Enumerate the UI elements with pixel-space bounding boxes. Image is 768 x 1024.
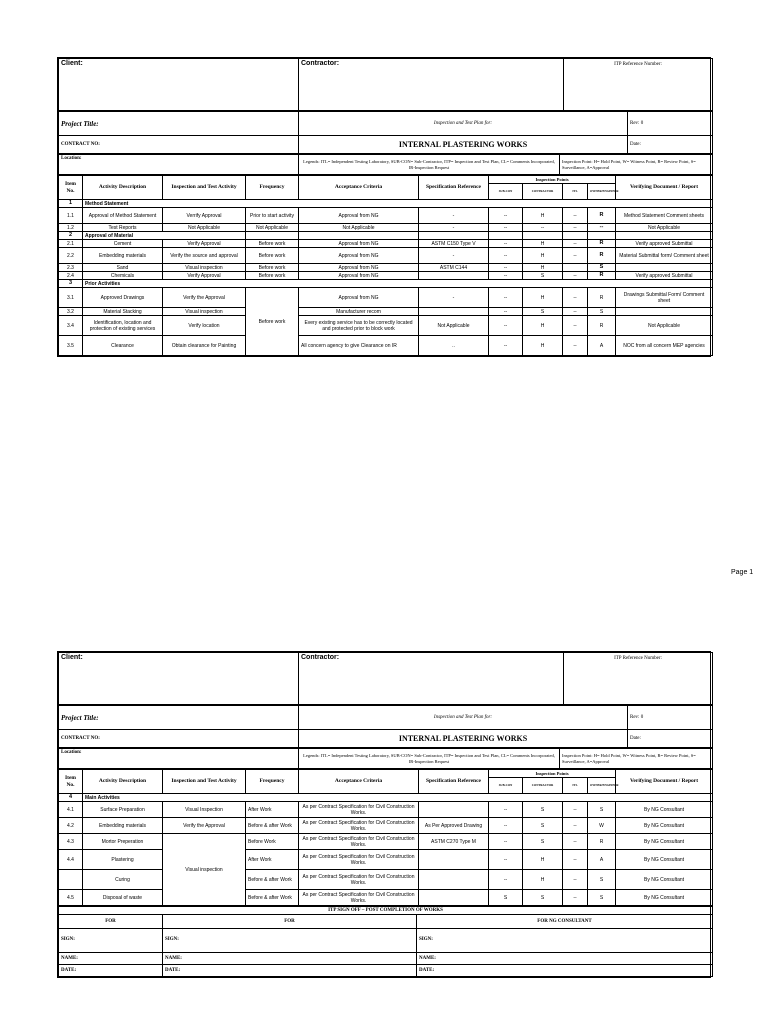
itp-table-page-1 [58, 175, 713, 356]
inspection-activity: Visual inspection [163, 834, 246, 906]
activity-description: Identification, location and protection of existing services [83, 316, 163, 336]
activity-description: Curing [83, 870, 163, 890]
itp-table-page-2 [58, 769, 713, 906]
contractor-point: H [523, 316, 563, 336]
col-spec-reference: Specification Reference [419, 770, 489, 794]
table-row [59, 336, 713, 356]
item-no: 1 [59, 200, 83, 208]
client-label: Client: [61, 60, 83, 67]
inspection-point-legend: Inspection Point: H= Hold Point, W= Witness Point, R= Review Point, S= Surveillance, A=Approval [560, 749, 713, 769]
sub-con-point: -- [489, 288, 523, 308]
contractor-point: S [523, 818, 563, 834]
itp-reference-label: ITP Reference Number: [614, 62, 662, 67]
activity-description: Mortor Preperation [83, 834, 163, 850]
verifying-document: NOC from all concern MEP agencies [616, 336, 713, 356]
verifying-document [616, 264, 713, 272]
legend-table [58, 748, 713, 769]
contractor-point: S [523, 802, 563, 818]
sub-con-point: -- [489, 336, 523, 356]
itl-point: -- [563, 272, 588, 280]
owner-point: R [588, 288, 616, 308]
date-field: DATE: [59, 965, 163, 977]
rev-label: Rev: 0 [628, 706, 713, 730]
sub-con-point: -- [489, 802, 523, 818]
spec-reference [419, 890, 489, 906]
spec-reference [419, 802, 489, 818]
date-label: Date: [628, 136, 713, 154]
page-number: Page 1 [731, 569, 754, 576]
owner-point: S [588, 890, 616, 906]
sub-con-point: -- [489, 240, 523, 248]
frequency: Before work [246, 264, 299, 272]
table-row [59, 316, 713, 336]
acceptance-criteria: Approval from NG [299, 288, 419, 308]
section-title: Method Statement [83, 200, 713, 208]
activity-description: Cement [83, 240, 163, 248]
item-no: 4.5 [59, 890, 83, 906]
item-no [59, 870, 83, 890]
item-no: 3.5 [59, 336, 83, 356]
itp-reference-label: ITP Reference Number: [614, 656, 662, 661]
verifying-document: By NG Consultant [616, 870, 713, 890]
location-label: Location: [59, 749, 299, 769]
frequency: Not Applicable [246, 224, 299, 232]
spec-reference [419, 308, 489, 316]
owner-point: A [588, 336, 616, 356]
contract-no-label: CONTRACT NO: [59, 730, 299, 748]
contractor-point: H [523, 336, 563, 356]
inspection-activity: Obtain clearance for Painting [163, 336, 246, 356]
itp-reference-cell [564, 59, 713, 111]
itl-point: -- [563, 224, 588, 232]
frequency: Before & after Work [246, 890, 299, 906]
frequency: Before & after Work [246, 870, 299, 890]
activity-description: Embedding materials [83, 248, 163, 264]
owner-point: R [588, 316, 616, 336]
signoff-title: ITP SIGN OFF – POST COMPLETION OF WORKS [59, 907, 713, 915]
contractor-point: S [523, 272, 563, 280]
date-label: Date: [628, 730, 713, 748]
acceptance-criteria: Approval from NG [299, 240, 419, 248]
name-field: NAME: [59, 953, 163, 965]
activity-description: Clearance [83, 336, 163, 356]
col-activity-description: Activity Description [83, 176, 163, 200]
col-sub-con: SUB-CON [489, 778, 523, 794]
verifying-document: Verify approved Submittal [616, 272, 713, 280]
verifying-document: By NG Consultant [616, 802, 713, 818]
acceptance-criteria: Not Applicable [299, 224, 419, 232]
spec-reference: ASTM C150 Type V [419, 240, 489, 248]
contractor-cell [299, 59, 564, 111]
table-row [59, 272, 713, 280]
sub-con-point: -- [489, 870, 523, 890]
activity-description: Sand [83, 264, 163, 272]
sub-con-point: -- [489, 208, 523, 224]
activity-description: Chemicals [83, 272, 163, 280]
col-sub-con: SUB-CON [489, 184, 523, 200]
frequency: Before work [246, 288, 299, 356]
acceptance-criteria: As per Contract Specification for Civil Construction Works. [299, 850, 419, 870]
verifying-document: Drawings Submittal Form/ Comment sheet [616, 288, 713, 308]
inspection-activity: Verify Approval [163, 272, 246, 280]
item-no: 3.4 [59, 316, 83, 336]
owner-point: R [588, 248, 616, 264]
item-no: 4.1 [59, 802, 83, 818]
verifying-document: By NG Consultant [616, 890, 713, 906]
section-row [59, 794, 713, 802]
table-row [59, 818, 713, 834]
section-row [59, 232, 713, 240]
col-spec-reference: Specification Reference [419, 176, 489, 200]
verifying-document: Method Statement Comment sheets [616, 208, 713, 224]
col-verifying-document: Verifying Document / Report [616, 770, 713, 794]
contractor-point: S [523, 308, 563, 316]
inspection-activity: Verify Approval [163, 240, 246, 248]
date-field: DATE: [417, 965, 713, 977]
contractor-point: H [523, 248, 563, 264]
item-no: 2.3 [59, 264, 83, 272]
sub-con-point: -- [489, 224, 523, 232]
contractor-point: H [523, 870, 563, 890]
frequency: After Work [246, 850, 299, 870]
client-label: Client: [61, 654, 83, 661]
col-activity-description: Activity Description [83, 770, 163, 794]
spec-reference: .. [419, 336, 489, 356]
section-row [59, 280, 713, 288]
project-title-label: Project Title: [59, 112, 299, 136]
itl-point: -- [563, 248, 588, 264]
client-cell [59, 59, 299, 111]
sign-field: SIGN: [163, 929, 417, 953]
contractor-label: Contractor: [301, 654, 340, 661]
spec-reference: As Per Approved Drawing [419, 818, 489, 834]
inspection-activity: Verify the Approval [163, 818, 246, 834]
activity-description: Embedding materials [83, 818, 163, 834]
item-no: 1.2 [59, 224, 83, 232]
verifying-document: Verify approved Submittal [616, 240, 713, 248]
col-acceptance-criteria: Acceptance Criteria [299, 176, 419, 200]
contractor-cell [299, 653, 564, 705]
owner-point: S [588, 308, 616, 316]
itl-point: -- [563, 336, 588, 356]
section-title: Approval of Material [83, 232, 246, 240]
inspection-activity: Verrify Approval [163, 208, 246, 224]
sign-field: SIGN: [417, 929, 713, 953]
verifying-document [616, 308, 713, 316]
spec-reference: - [419, 288, 489, 308]
contractor-point: H [523, 288, 563, 308]
col-frequency: Frequency [246, 770, 299, 794]
project-table [58, 111, 713, 154]
itp-for-label: Inspection and Test Plan for: [299, 706, 628, 730]
contract-no-label: CONTRACT NO: [59, 136, 299, 154]
table-row [59, 288, 713, 308]
activity-description: Disposal of waste [83, 890, 163, 906]
col-verifying-document: Verifying Document / Report [616, 176, 713, 200]
activity-description: Test Reports [83, 224, 163, 232]
owner-point: S [588, 870, 616, 890]
acceptance-criteria: As per Contract Specification for Civil Construction Works. [299, 870, 419, 890]
verifying-document: Not Applicable [616, 224, 713, 232]
activity-description: Approved Drawings [83, 288, 163, 308]
itl-point: -- [563, 208, 588, 224]
signoff-for-consultant: FOR NG CONSULTANT [417, 915, 713, 929]
col-owner: OWNER/ENGINEER [588, 778, 616, 794]
legend-table [58, 154, 713, 175]
sign-field: SIGN: [59, 929, 163, 953]
spec-reference: - [419, 208, 489, 224]
signoff-for-contractor: FOR [59, 915, 163, 929]
frequency: Before & after Work [246, 818, 299, 834]
table-row [59, 208, 713, 224]
spec-reference: - [419, 224, 489, 232]
spec-reference: Not Applicable [419, 316, 489, 336]
rev-label: Rev: 0 [628, 112, 713, 136]
sub-con-point: -- [489, 248, 523, 264]
table-row [59, 870, 713, 890]
col-inspection-activity: Inspection and Test Activity [163, 176, 246, 200]
acceptance-criteria: Approval from NG [299, 264, 419, 272]
spec-reference: ASTM C144 [419, 264, 489, 272]
verifying-document: By NG Consultant [616, 834, 713, 850]
date-field: DATE: [163, 965, 417, 977]
table-row [59, 308, 713, 316]
inspection-activity: Visual inspection [163, 308, 246, 316]
item-no: 3.1 [59, 288, 83, 308]
col-itl: ITL [563, 184, 588, 200]
col-inspection-points: Inspection Points [489, 770, 616, 778]
spec-reference: - [419, 248, 489, 264]
itp-sheet-page-2 [57, 651, 711, 978]
acceptance-criteria: As per Contract Specification for Civil Construction Works. [299, 834, 419, 850]
col-itl: ITL [563, 778, 588, 794]
col-acceptance-criteria: Acceptance Criteria [299, 770, 419, 794]
col-item-no: Item No. [59, 176, 83, 200]
frequency: After Work [246, 802, 299, 818]
col-owner: OWNER/ENGINEER [588, 184, 616, 200]
frequency: Before work [246, 272, 299, 280]
section-row [59, 200, 713, 208]
col-inspection-activity: Inspection and Test Activity [163, 770, 246, 794]
itl-point [563, 264, 588, 272]
sub-con-point: -- [489, 316, 523, 336]
verifying-document: Not Applicable [616, 316, 713, 336]
table-row [59, 240, 713, 248]
col-inspection-points: Inspection Points [489, 176, 616, 184]
owner-point: R [588, 834, 616, 850]
inspection-activity: Verify the Approval [163, 288, 246, 308]
table-row [59, 224, 713, 232]
sub-con-point: -- [489, 264, 523, 272]
contractor-point: H [523, 240, 563, 248]
frequency: Before work [246, 248, 299, 264]
signoff-for-subcontractor: FOR [163, 915, 417, 929]
frequency: Prior to start activity [246, 208, 299, 224]
activity-description: Surface Preparation [83, 802, 163, 818]
table-row [59, 248, 713, 264]
itl-point: -- [563, 288, 588, 308]
header-table [58, 58, 713, 111]
section-title: Main Activities [83, 794, 713, 802]
itl-point: -- [563, 802, 588, 818]
contractor-point: S [523, 890, 563, 906]
owner-point: A [588, 850, 616, 870]
item-no: 1.1 [59, 208, 83, 224]
frequency: Before Work [246, 834, 299, 850]
acceptance-criteria: Every existing service has to be correctly located and protected prior to block work [299, 316, 419, 336]
item-no: 2.2 [59, 248, 83, 264]
activity-description: Material Stacking [83, 308, 163, 316]
itp-sheet-page-1 [57, 57, 711, 357]
table-row [59, 834, 713, 850]
table-row [59, 850, 713, 870]
inspection-point-legend: Inspection Point: H= Hold Point, W= Witness Point, R= Review Point, S= Surveillance, A=Approval [560, 155, 713, 175]
works-title: INTERNAL PLASTERING WORKS [299, 136, 628, 154]
item-no: 3 [59, 280, 83, 288]
acceptance-criteria: As per Contract Specification for Civil Construction Works. [299, 890, 419, 906]
header-table [58, 652, 713, 705]
table-row [59, 264, 713, 272]
acceptance-criteria: Approval from NG [299, 208, 419, 224]
contractor-label: Contractor: [301, 60, 340, 67]
owner-point: R [588, 208, 616, 224]
col-frequency: Frequency [246, 176, 299, 200]
itl-point: -- [563, 890, 588, 906]
acceptance-criteria: Approval from NG [299, 272, 419, 280]
sub-con-point: -- [489, 818, 523, 834]
signoff-table [58, 906, 713, 977]
frequency: Before work [246, 240, 299, 248]
item-no: 2 [59, 232, 83, 240]
owner-point: -- [588, 224, 616, 232]
item-no: 4.3 [59, 834, 83, 850]
works-title: INTERNAL PLASTERING WORKS [299, 730, 628, 748]
acceptance-criteria: Approval from NG [299, 248, 419, 264]
verifying-document: By NG Consultant [616, 850, 713, 870]
col-contractor: CONTRACTOR [523, 184, 563, 200]
section-title: Prior Activities [83, 280, 713, 288]
owner-point: W [588, 818, 616, 834]
contractor-point: -- [523, 224, 563, 232]
inspection-activity: Not Applicable [163, 224, 246, 232]
owner-point: S [588, 264, 616, 272]
project-title-label: Project Title: [59, 706, 299, 730]
itl-point: -- [563, 316, 588, 336]
contractor-point: H [523, 208, 563, 224]
acceptance-criteria: All concern agency to give Clearance on IR [299, 336, 419, 356]
itp-reference-cell [564, 653, 713, 705]
acceptance-criteria: As per Contract Specification for Civil Construction Works. [299, 802, 419, 818]
itl-point: -- [563, 818, 588, 834]
item-no: 2.4 [59, 272, 83, 280]
acceptance-criteria: As per Contract Specification for Civil Construction Works. [299, 818, 419, 834]
inspection-activity: Visual inspection [163, 264, 246, 272]
project-table [58, 705, 713, 748]
item-no: 4 [59, 794, 83, 802]
legend-text: Legends: ITL= Independent Testing Laboratory, SUB-CON= Sub-Contractor, ITP= Inspection and Test Plan, CL= Comments Incorporated, IR-Inspection Request [299, 749, 560, 769]
activity-description: Approval of Method Statement [83, 208, 163, 224]
item-no: 4.2 [59, 818, 83, 834]
col-contractor: CONTRACTOR [523, 778, 563, 794]
sub-con-point: -- [489, 308, 523, 316]
item-no: 2.1 [59, 240, 83, 248]
legend-text: Legends: ITL= Independent Testing Laboratory, SUB-CON= Sub-Contractor, ITP= Inspection and Test Plan, CL= Comments Incorporated, IR-Inspection Request [299, 155, 560, 175]
item-no: 3.2 [59, 308, 83, 316]
verifying-document: Material Submittal form/ Comment sheet [616, 248, 713, 264]
contractor-point: H [523, 264, 563, 272]
contractor-point: S [523, 834, 563, 850]
owner-point: R [588, 240, 616, 248]
inspection-activity: Verify the source and approval [163, 248, 246, 264]
client-cell [59, 653, 299, 705]
spec-reference: ASTM C270 Type M [419, 834, 489, 850]
contractor-point: H [523, 850, 563, 870]
table-row [59, 802, 713, 818]
name-field: NAME: [417, 953, 713, 965]
inspection-activity: Verify location [163, 316, 246, 336]
inspection-activity: Visual Inspection [163, 802, 246, 818]
verifying-document: By NG Consultant [616, 818, 713, 834]
activity-description: Plastering [83, 850, 163, 870]
spec-reference [419, 850, 489, 870]
itl-point: -- [563, 240, 588, 248]
location-label: Location: [59, 155, 299, 175]
owner-point: S [588, 802, 616, 818]
item-no: 4.4 [59, 850, 83, 870]
sub-con-point: -- [489, 850, 523, 870]
owner-point: R [588, 272, 616, 280]
name-field: NAME: [163, 953, 417, 965]
sub-con-point: -- [489, 834, 523, 850]
sub-con-point: S [489, 890, 523, 906]
itl-point: -- [563, 870, 588, 890]
itl-point: -- [563, 834, 588, 850]
table-row [59, 890, 713, 906]
itl-point: -- [563, 308, 588, 316]
sub-con-point: -- [489, 272, 523, 280]
acceptance-criteria: Manufacturer recom [299, 308, 419, 316]
itl-point: -- [563, 850, 588, 870]
spec-reference [419, 272, 489, 280]
spec-reference [419, 870, 489, 890]
itp-for-label: Inspection and Test Plan for: [299, 112, 628, 136]
col-item-no: Item No. [59, 770, 83, 794]
